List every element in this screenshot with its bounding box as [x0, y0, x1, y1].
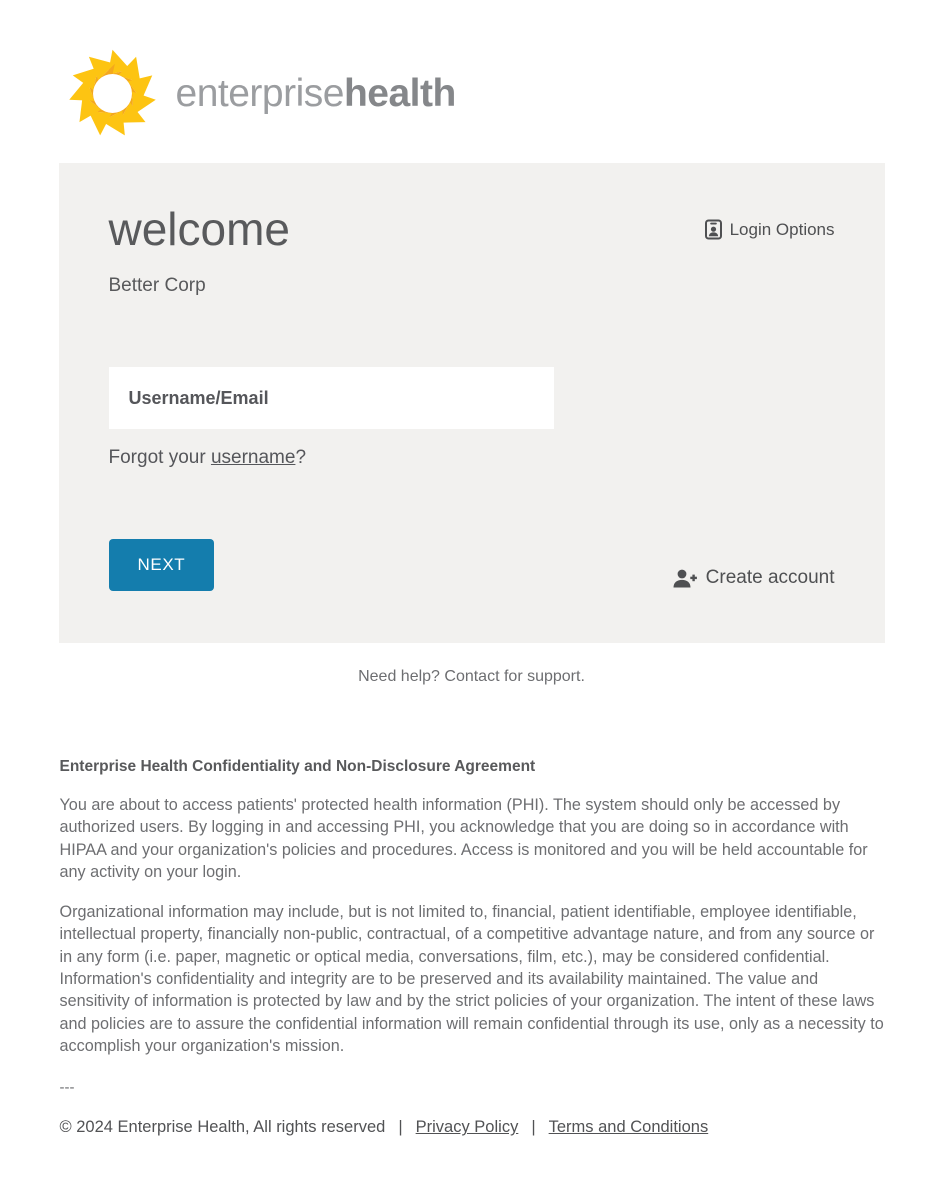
brand-name-bold: health	[343, 71, 456, 115]
user-plus-icon	[673, 569, 697, 588]
need-help-text: Need help? Contact for support.	[358, 668, 585, 685]
footer-separator: |	[531, 1118, 536, 1137]
enterprise-health-logo-icon	[65, 46, 160, 141]
brand-wordmark	[176, 72, 456, 116]
terms-and-conditions-link[interactable]: Terms and Conditions	[548, 1118, 709, 1137]
agreement-paragraph-2: Organizational information may include, but is not limited to, financial, patient identifiable, employee identifiable, intellectual property, financially non-public, contractual, of a competitive advantage nature, and from any source or in any form (i.e. paper, magnetic or optical media, conversations, film, etc.), may be considered confidential. Information's confidentiality and integrity are to be preserved and its availability maintained. The value and sensitivity of information is protected by law and by the strict policies of your organization. The intent of these laws and policies are to assure the confidential information will remain confidential through its use, only as a necessity to accomplish your organization's mission.	[59, 903, 884, 1055]
login-options-link[interactable]	[705, 219, 835, 240]
page-content	[59, 0, 885, 1187]
welcome-heading: welcome	[108, 203, 291, 255]
forgot-suffix: ?	[295, 447, 307, 468]
copyright-text: © 2024 Enterprise Health, All rights reserved	[59, 1118, 386, 1137]
organization-name: Better Corp	[108, 275, 206, 296]
username-input[interactable]	[109, 367, 554, 429]
login-options-label: Login Options	[729, 219, 835, 239]
forgot-username-link[interactable]: username	[210, 447, 296, 468]
privacy-policy-link[interactable]: Privacy Policy	[415, 1118, 519, 1137]
agreement-heading: Enterprise Health Confidentiality and Non-Disclosure Agreement	[59, 758, 536, 775]
id-badge-icon	[705, 219, 722, 240]
forgot-username-line	[109, 447, 835, 469]
forgot-prefix: Forgot your	[108, 447, 211, 468]
next-button[interactable]: NEXT	[109, 539, 215, 591]
agreement-paragraph-1: You are about to access patients' protected health information (PHI). The system should only be accessed by authorized users. By logging in and accessing PHI, you acknowledge that you are doing so in accordance with HIPAA and your organization's policies and procedures. Access is monitored and you will be held accountable for any activity on your login.	[59, 796, 868, 881]
brand-header	[59, 0, 885, 141]
agreement-divider: ---	[59, 1079, 75, 1097]
confidentiality-agreement	[59, 758, 885, 1096]
create-account-link[interactable]	[673, 567, 835, 589]
login-panel	[59, 163, 885, 643]
create-account-label: Create account	[705, 567, 835, 588]
brand-name-light: enterprise	[175, 71, 344, 115]
footer-separator: |	[398, 1118, 403, 1137]
